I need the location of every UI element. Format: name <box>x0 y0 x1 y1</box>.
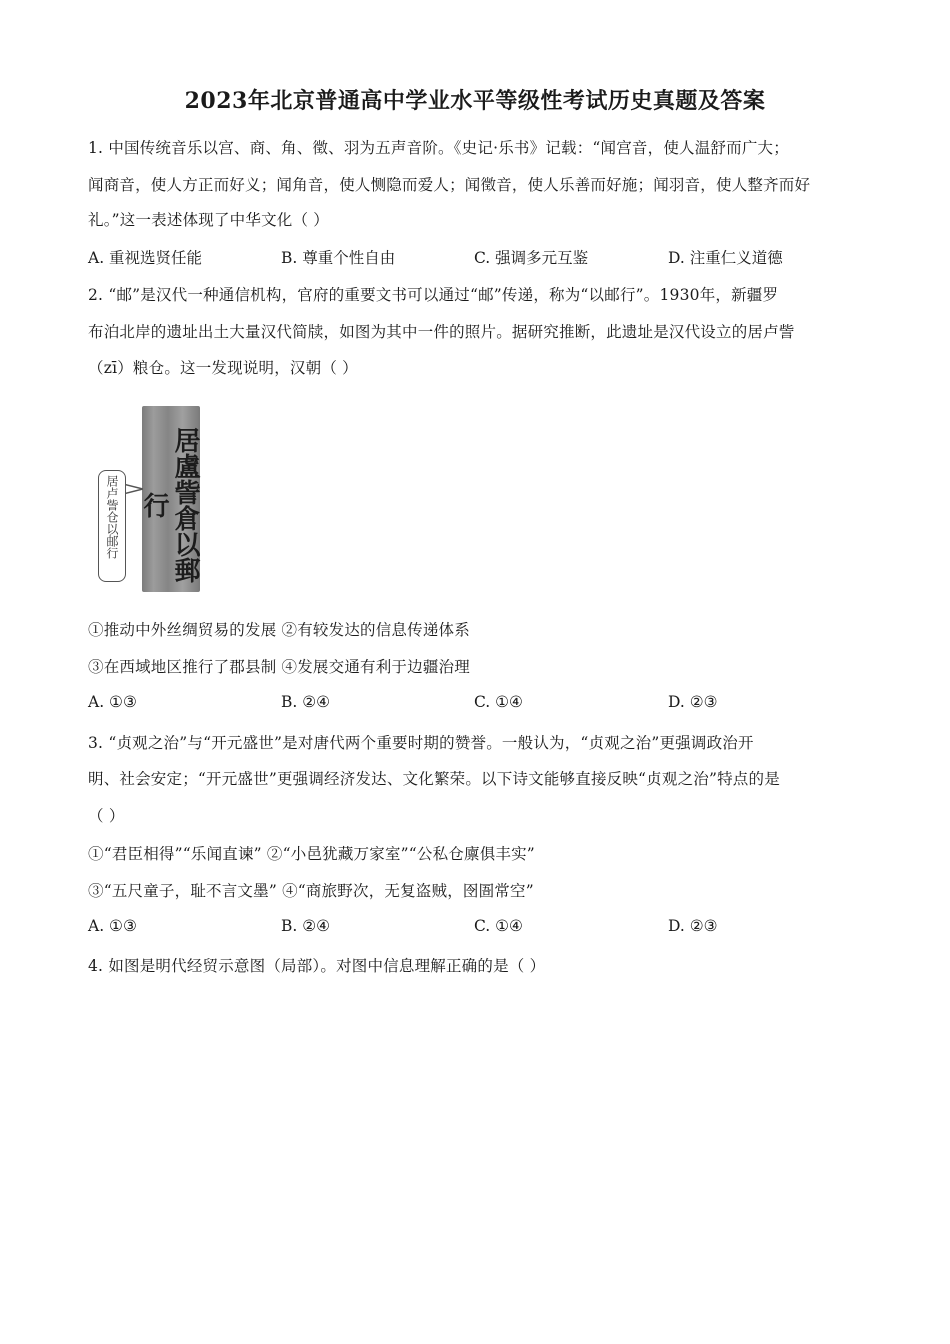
q1-line-2: 闻商音，使人方正而好义；闻角音，使人恻隐而爱人；闻徵音，使人乐善而好施；闻羽音，使人整齐而好 <box>88 176 811 194</box>
q2-option-a: A. ①③ <box>88 693 137 711</box>
q2-option-b: B. ②④ <box>281 693 331 711</box>
q3-line-1: 3. “贞观之治”与“开元盛世”是对唐代两个重要时期的赞誉。一般认为，“贞观之治”更强调政治开 <box>88 734 754 752</box>
q3-option-c: C. ①④ <box>474 917 523 935</box>
q3-line-3: （ ） <box>88 807 125 825</box>
q1-option-b: B. 尊重个性自由 <box>281 249 396 267</box>
q3-statement-1: ①“君臣相得”“乐闻直谏” ②“小邑犹藏万家室”“公私仓廪俱丰实” <box>88 845 535 863</box>
q3-option-d: D. ②③ <box>668 917 718 935</box>
transcription-callout <box>98 470 126 582</box>
q1-option-a: A. 重视选贤任能 <box>88 249 203 267</box>
q2-statement-1: ①推动中外丝绸贸易的发展 ②有较发达的信息传递体系 <box>88 621 470 639</box>
q3-option-a: A. ①③ <box>88 917 137 935</box>
bamboo-slip-figure <box>96 400 206 595</box>
q3-line-2: 明、社会安定；“开元盛世”更强调经济发达、文化繁荣。以下诗文能够直接反映“贞观之治”特点的是 <box>88 770 780 788</box>
q2-line-1: 2. “邮”是汉代一种通信机构，官府的重要文书可以通过“邮”传递，称为“以邮行”。1930年，新疆罗 <box>88 286 779 304</box>
q1-option-c: C. 强调多元互鉴 <box>474 249 589 267</box>
transcription-text: 居卢訾仓以邮行 <box>105 475 119 559</box>
q4-line-1: 4. 如图是明代经贸示意图（局部）。对图中信息理解正确的是（ ） <box>88 957 546 975</box>
q2-line-2: 布泊北岸的遗址出土大量汉代简牍，如图为其中一件的照片。据研究推断，此遗址是汉代设立的居卢訾 <box>88 323 795 341</box>
q2-option-c: C. ①④ <box>474 693 523 711</box>
q2-option-d: D. ②③ <box>668 693 718 711</box>
q1-line-3: 礼。”这一表述体现了中华文化（ ） <box>88 211 330 229</box>
callout-pointer-icon <box>123 482 143 496</box>
q2-statement-2: ③在西域地区推行了郡县制 ④发展交通有利于边疆治理 <box>88 658 470 676</box>
bamboo-slip-inscription: 居盧訾倉以郵行 <box>139 427 200 583</box>
q2-line-3: （zī）粮仓。这一发现说明，汉朝（ ） <box>88 359 358 377</box>
q3-option-b: B. ②④ <box>281 917 331 935</box>
page-title: 2023年北京普通高中学业水平等级性考试历史真题及答案 <box>184 88 766 114</box>
bamboo-slip-photo <box>139 406 200 592</box>
q3-statement-2: ③“五尺童子，耻不言文墨” ④“商旅野次，无复盗贼，囹圄常空” <box>88 882 534 900</box>
q1-option-d: D. 注重仁义道德 <box>668 249 783 267</box>
q1-line-1: 1. 中国传统音乐以宫、商、角、徵、羽为五声音阶。《史记·乐书》记载：“闻宫音，使人温舒而广大； <box>88 139 789 157</box>
